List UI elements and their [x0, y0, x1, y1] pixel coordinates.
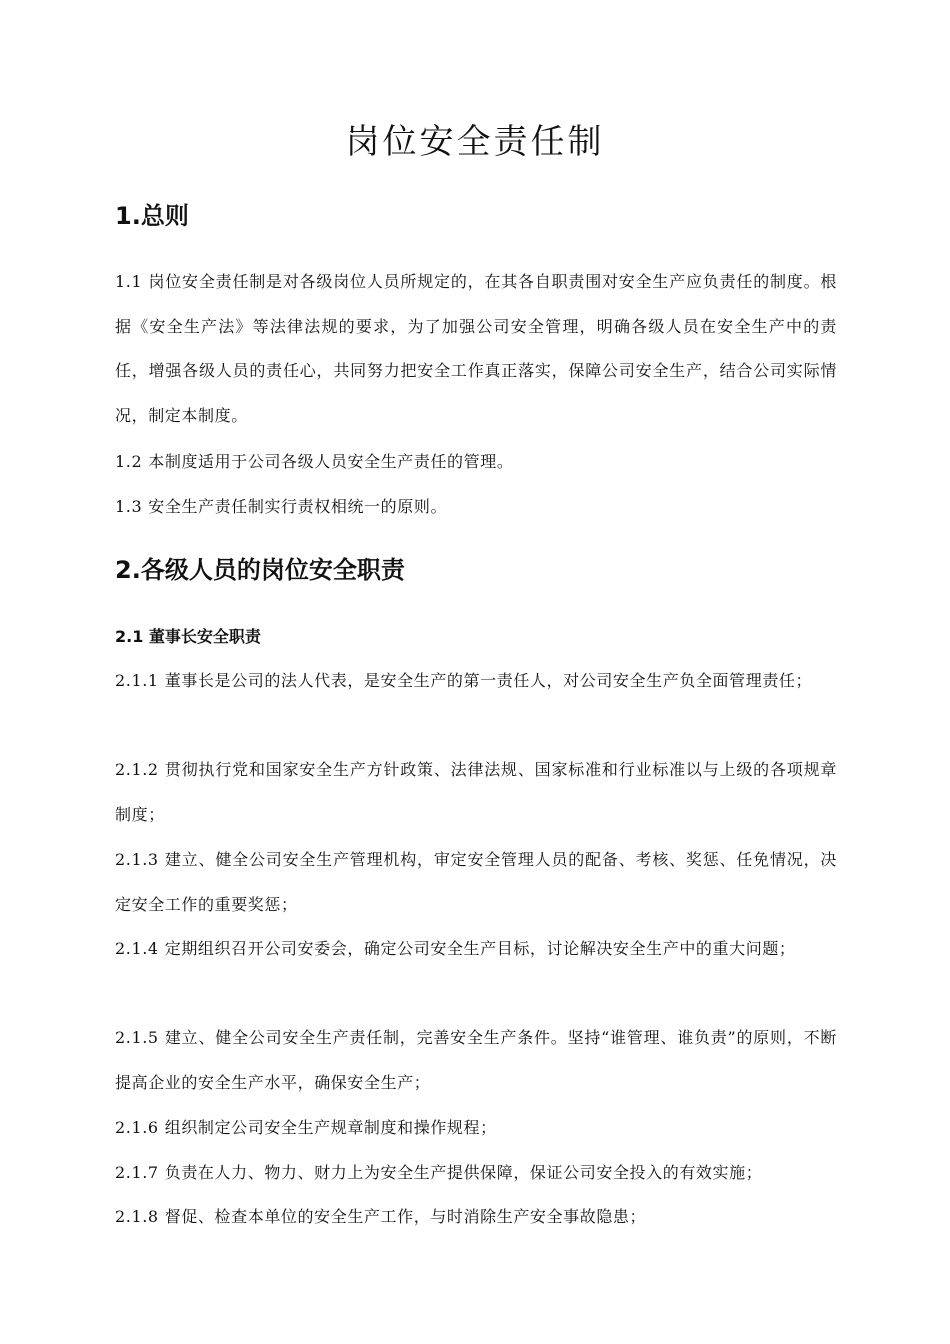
paragraph-1-3 — [115, 485, 837, 530]
item-2-1-4 — [115, 927, 837, 972]
paragraph-text: 岗位安全责任制是对各级岗位人员所规定的，在其各自职责围对安全生产应负责任的制度。根据《安全生产法》等法律法规的要求，为了加强公司安全管理，明确各级人员在安全生产中的责任，增强各级人员的责任心，共同努力把安全工作真正落实，保障公司安全生产，结合公司实际情况，制定本制度。 — [115, 272, 837, 425]
section-heading-general: 1.总则 — [115, 202, 189, 230]
item-number: 2.1.1 — [115, 671, 159, 690]
paragraph-text: 本制度适用于公司各级人员安全生产责任的管理。 — [148, 452, 514, 471]
paragraph-text: 安全生产责任制实行责权相统一的原则。 — [148, 497, 448, 516]
item-2-1-8 — [115, 1195, 837, 1240]
item-text: 贯彻执行党和国家安全生产方针政策、法律法规、国家标准和行业标准以与上级的各项规章制度； — [115, 760, 837, 824]
item-text: 建立、健全公司安全生产责任制，完善安全生产条件。坚持“谁管理、谁负责”的原则，不断提高企业的安全生产水平，确保安全生产； — [115, 1028, 837, 1092]
item-text: 组织制定公司安全生产规章制度和操作规程； — [164, 1118, 497, 1137]
paragraph-number: 1.1 — [115, 272, 143, 291]
item-number: 2.1.2 — [115, 760, 159, 779]
paragraph-number: 1.2 — [115, 452, 143, 471]
document-title: 岗位安全责任制 — [345, 122, 605, 162]
item-2-1-5 — [115, 1016, 837, 1105]
item-2-1-3 — [115, 838, 837, 927]
item-2-1-6 — [115, 1106, 837, 1151]
paragraph-1-1 — [115, 260, 837, 438]
item-text: 建立、健全公司安全生产管理机构，审定安全管理人员的配备、考核、奖惩、任免情况，决定安全工作的重要奖惩； — [115, 850, 837, 914]
item-number: 2.1.8 — [115, 1207, 159, 1226]
subsection-heading-chairman: 2.1 董事长安全职责 — [115, 627, 261, 646]
paragraph-1-2 — [115, 440, 837, 485]
item-2-1-1 — [115, 659, 837, 704]
item-text: 负责在人力、物力、财力上为安全生产提供保障，保证公司安全投入的有效实施； — [164, 1163, 763, 1182]
item-text: 定期组织召开公司安委会，确定公司安全生产目标，讨论解决安全生产中的重大问题； — [164, 939, 796, 958]
item-number: 2.1.3 — [115, 850, 159, 869]
item-number: 2.1.4 — [115, 939, 159, 958]
item-2-1-2 — [115, 748, 837, 837]
item-number: 2.1.7 — [115, 1163, 159, 1182]
section-heading-duties: 2.各级人员的岗位安全职责 — [115, 556, 405, 584]
paragraph-number: 1.3 — [115, 497, 143, 516]
item-2-1-7 — [115, 1151, 837, 1196]
item-number: 2.1.6 — [115, 1118, 159, 1137]
item-text: 董事长是公司的法人代表，是安全生产的第一责任人，对公司安全生产负全面管理责任； — [164, 671, 813, 690]
item-number: 2.1.5 — [115, 1028, 159, 1047]
item-text: 督促、检查本单位的安全生产工作，与时消除生产安全事故隐患； — [164, 1207, 647, 1226]
